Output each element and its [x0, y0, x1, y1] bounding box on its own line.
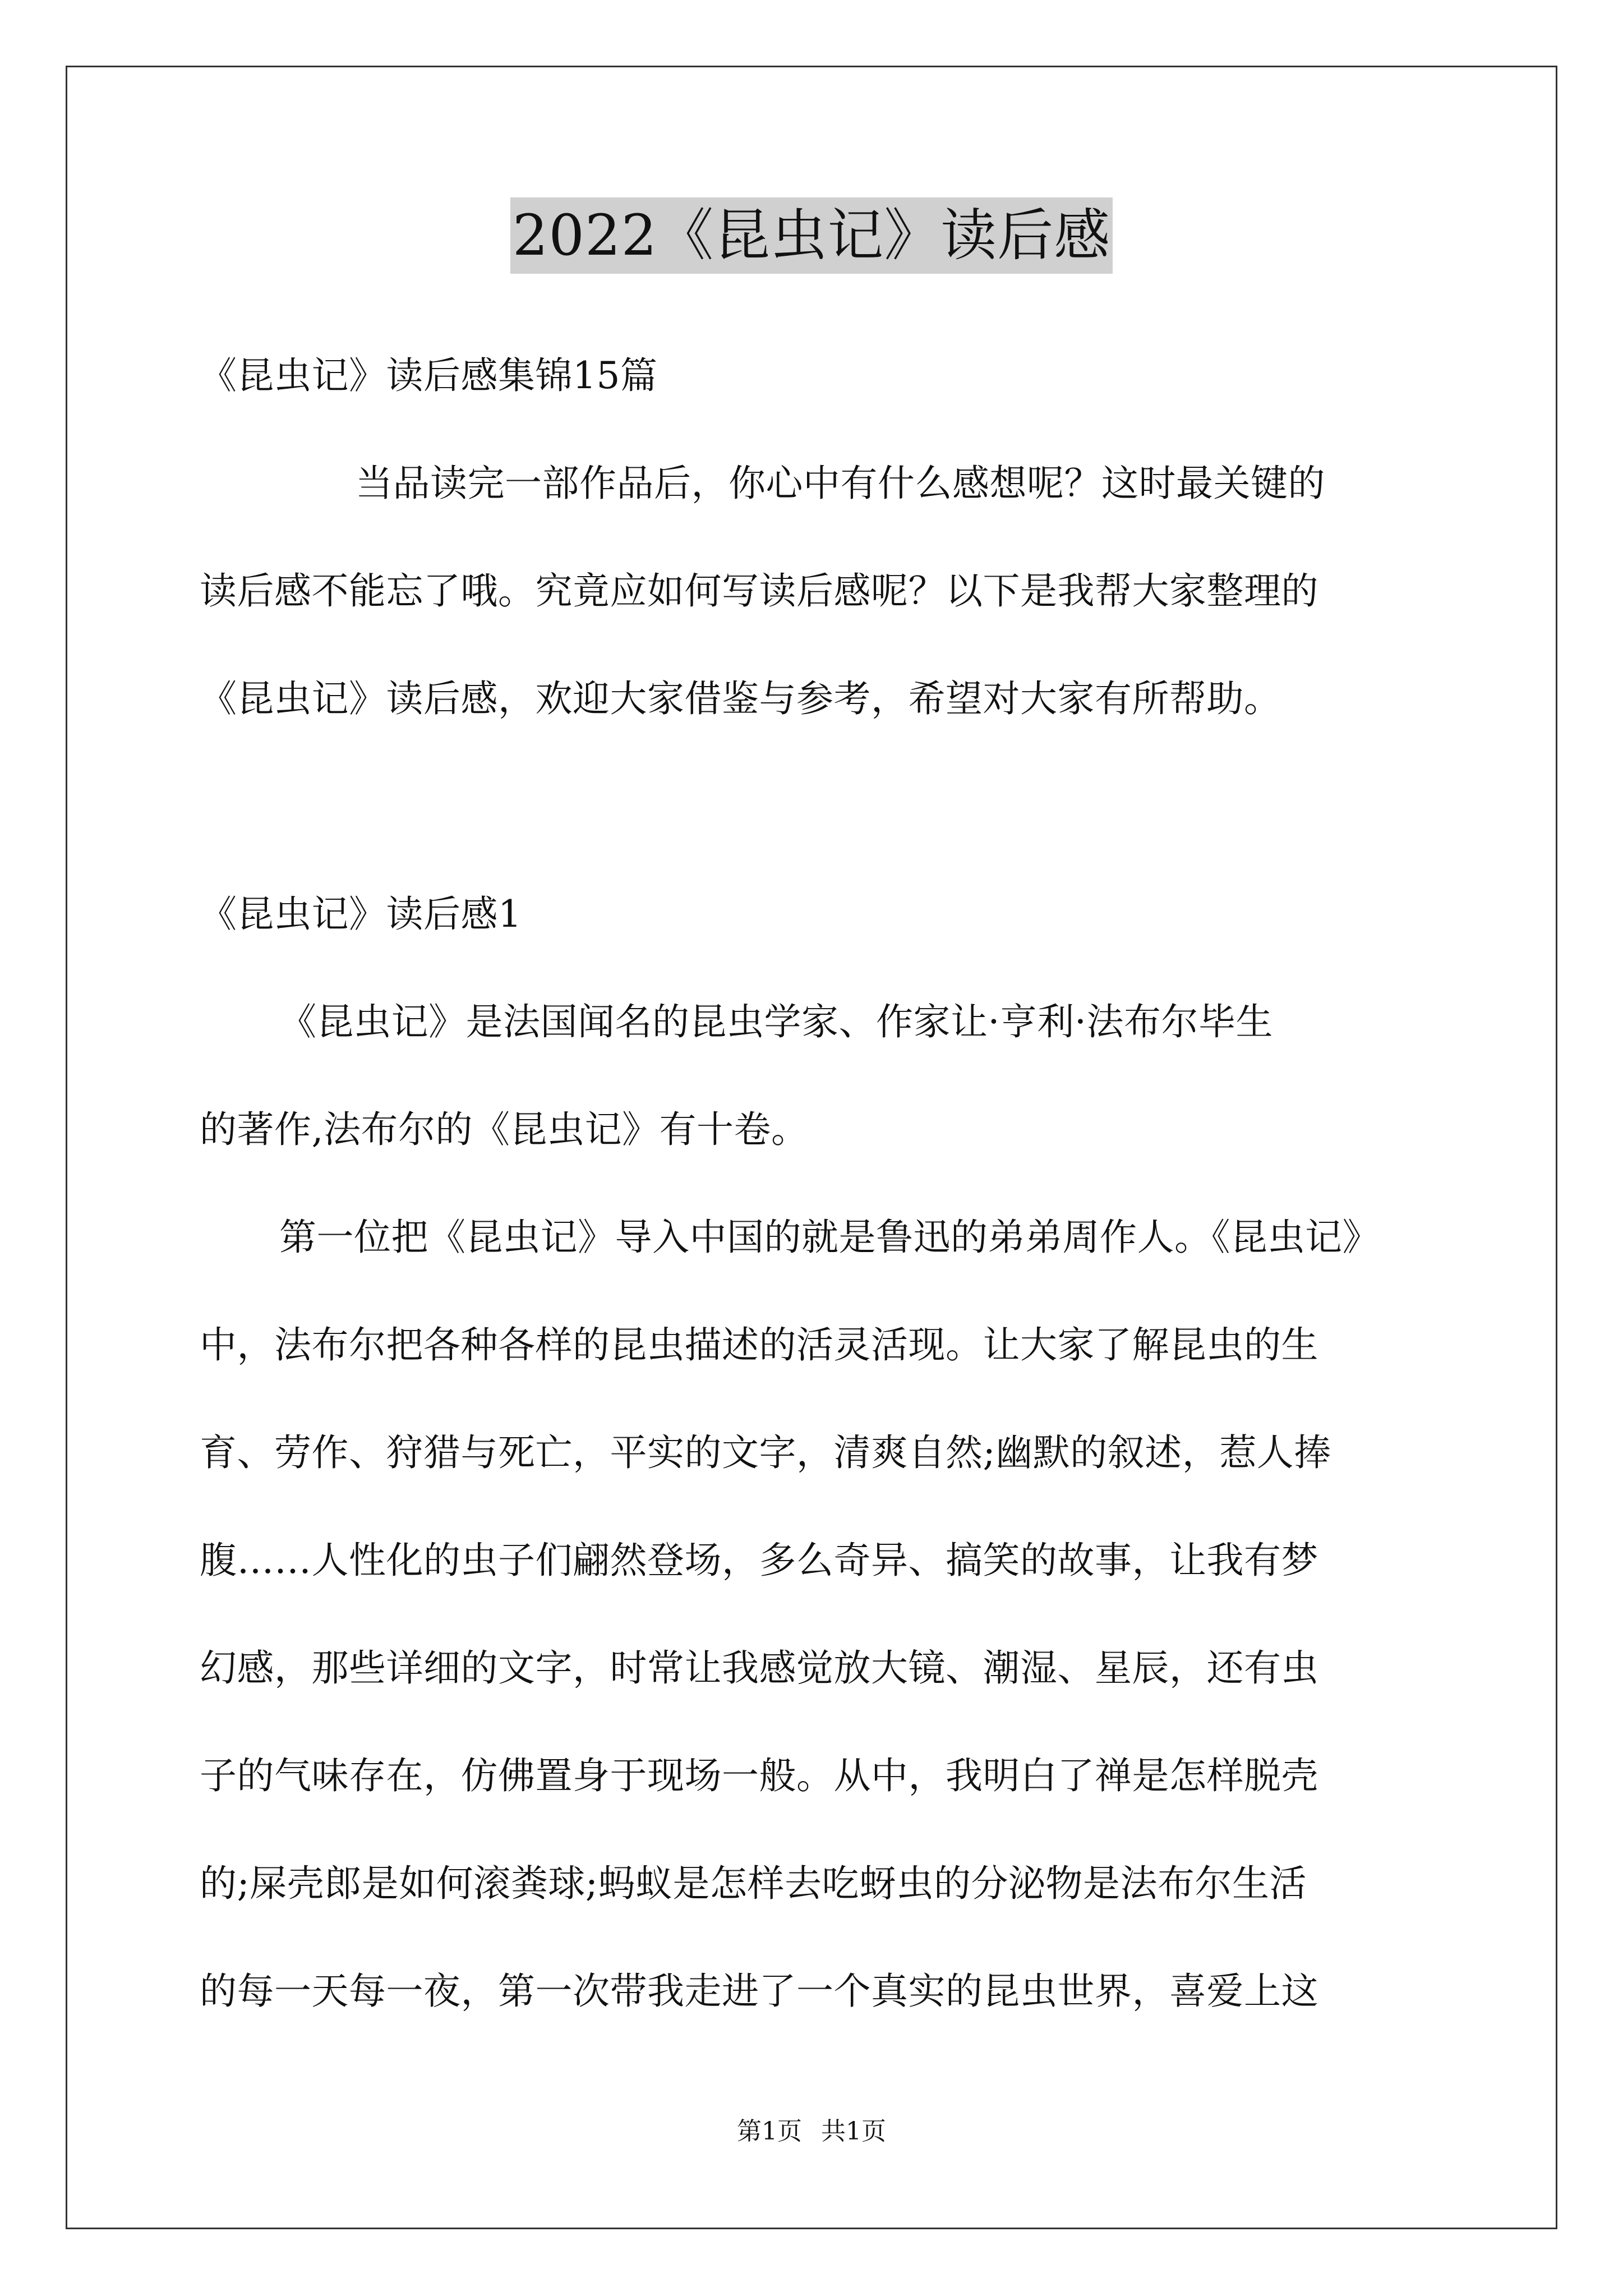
page-number: 第1页 [737, 2117, 802, 2146]
intro-line: 当品读完一部作品后，你心中有什么感想呢？这时最关键的 [356, 462, 1325, 505]
paragraph-line: 中，法布尔把各种各样的昆虫描述的活灵活现。让大家了解昆虫的生 [200, 1323, 1318, 1366]
subtitle: 《昆虫记》读后感集锦15篇 [200, 354, 658, 397]
section-heading: 《昆虫记》读后感1 [200, 892, 522, 936]
paragraph-line: 的著作,法布尔的《昆虫记》有十卷。 [200, 1108, 809, 1151]
paragraph-line: 腹……人性化的虫子们翩然登场，多么奇异、搞笑的故事，让我有梦 [200, 1539, 1318, 1582]
blank-line [200, 762, 1433, 869]
intro-line: 读后感不能忘了哦。究竟应如何写读后感呢？以下是我帮大家整理的 [200, 569, 1318, 613]
paragraph-line: 幻感，那些详细的文字，时常让我感觉放大镜、潮湿、星辰，还有虫 [200, 1646, 1318, 1690]
paragraph-line: 《昆虫记》是法国闻名的昆虫学家、作家让·亨利·法布尔毕生 [279, 1000, 1273, 1043]
intro-line: 《昆虫记》读后感，欢迎大家借鉴与参考，希望对大家有所帮助。 [200, 677, 1281, 720]
paragraph-line: 第一位把《昆虫记》导入中国的就是鲁迅的弟弟周作人。《昆虫记》 [279, 1216, 1380, 1259]
document-body [200, 331, 1433, 2054]
paragraph-line: 子的气味存在，仿佛置身于现场一般。从中，我明白了禅是怎样脱壳 [200, 1754, 1318, 1797]
paragraph-line: 育、劳作、狩猎与死亡，平实的文字，清爽自然;幽默的叙述，惹人捧 [200, 1431, 1331, 1474]
page-total: 共1页 [821, 2117, 886, 2146]
title-wrap [0, 197, 1623, 274]
paragraph-line: 的每一天每一夜，第一次带我走进了一个真实的昆虫世界，喜爱上这 [200, 1970, 1318, 2013]
paragraph-line: 的;屎壳郎是如何滚粪球;蚂蚁是怎样去吃蚜虫的分泌物是法布尔生活 [200, 1862, 1307, 1905]
page-footer [0, 2115, 1623, 2148]
document-title: 2022《昆虫记》读后感 [510, 197, 1113, 274]
